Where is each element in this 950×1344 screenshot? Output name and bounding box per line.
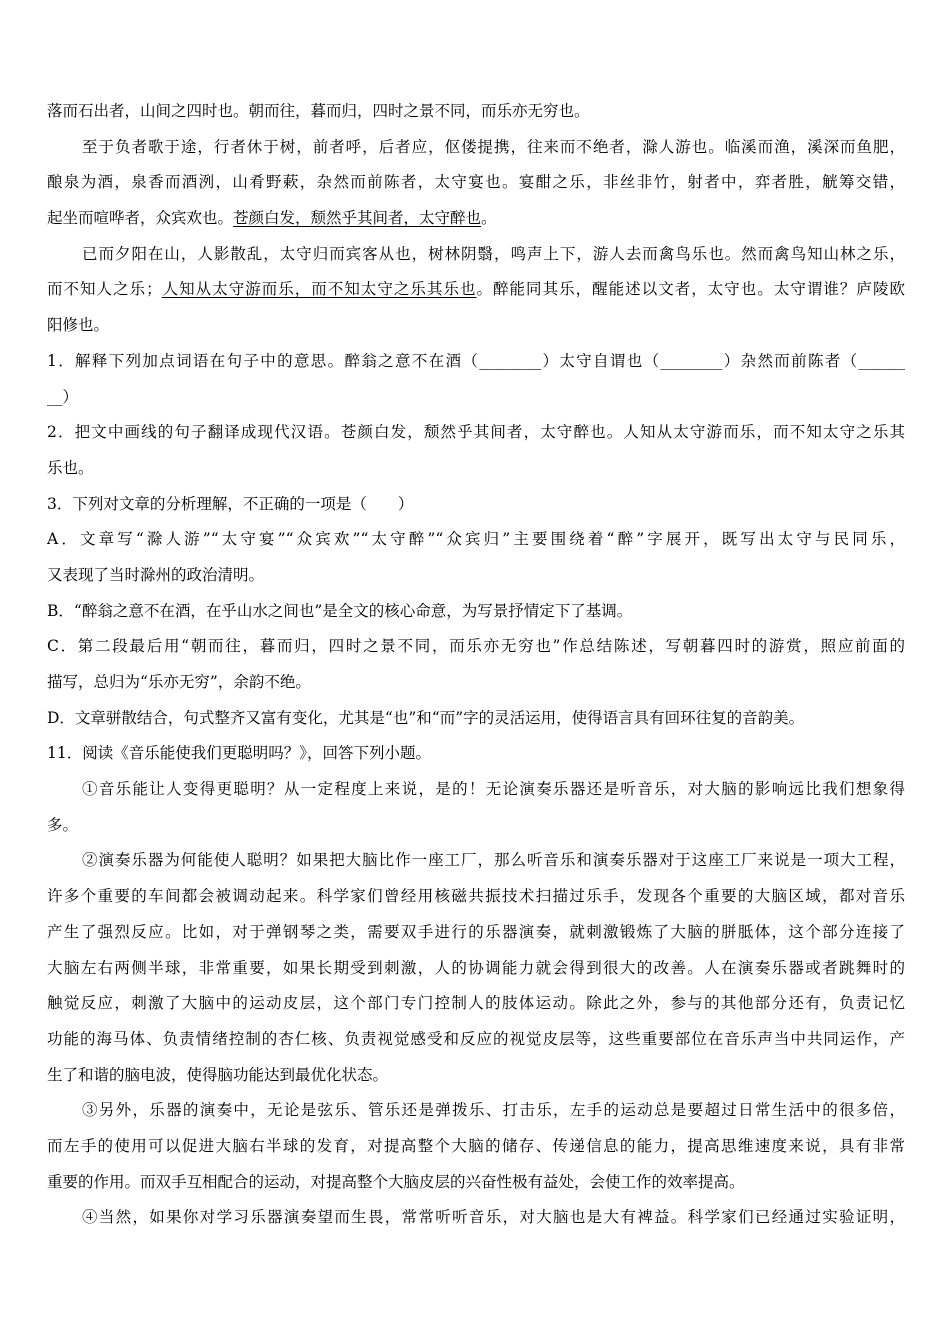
text-line	[47, 451, 905, 487]
text-line	[47, 665, 905, 701]
text-segment: __）	[47, 387, 79, 406]
text-segment: 3．下列对文章的分析理解，不正确的一项是（ ）	[47, 494, 414, 513]
text-line	[47, 951, 905, 987]
text-line	[47, 843, 905, 879]
text-line	[47, 594, 905, 630]
text-segment: 已而夕阳在山，人影散乱，太守归而宾客从也，树林阴翳，鸣声上下，游人去而禽鸟乐也。然而禽鸟知山林之乐，	[82, 244, 905, 263]
text-segment: 1．解释下列加点词语在句子中的意思。醉翁之意不在酒（________）太守自谓也（________）杂然而前陈者（______	[47, 351, 905, 370]
text-line	[47, 772, 905, 808]
text-line	[47, 986, 905, 1022]
text-line	[47, 736, 905, 772]
text-segment: B．“醉翁之意不在酒，在乎山水之间也”是全文的核心命意，为写景抒情定下了基调。	[47, 601, 633, 620]
text-segment: 落而石出者，山间之四时也。朝而往，暮而归，四时之景不同，而乐亦无穷也。	[47, 102, 590, 120]
text-segment: ③另外，乐器的演奏中，无论是弦乐、管乐还是弹拨乐、打击乐，左手的运动总是要超过日常生活中的很多倍，	[82, 1101, 905, 1120]
text-line	[47, 629, 905, 665]
text-line	[47, 1200, 905, 1236]
text-segment: 酿泉为酒，泉香而酒洌，山肴野蔌，杂然而前陈者，太守宴也。宴酣之乐，非丝非竹，射者中，弈者胜，觥筹交错，	[47, 173, 905, 192]
text-line	[47, 308, 905, 344]
text-segment: 。醉能同其乐，醒能述以文者，太守也。太守谓谁？庐陵欧	[476, 280, 905, 299]
text-segment: 触觉反应，刺激了大脑中的运动皮层，这个部门专门控制人的肢体运动。除此之外，参与的其他部分还有，负责记忆	[47, 994, 905, 1013]
text-segment: D．文章骈散结合，句式整齐又富有变化，尤其是“也”和“而”字的灵活运用，使得语言具有回环往复的音韵美。	[47, 708, 805, 727]
text-line	[47, 915, 905, 951]
text-line	[47, 701, 905, 737]
text-segment: 2．把文中画线的句子翻译成现代汉语。苍颜白发，颓然乎其间者，太守醉也。人知从太守游而乐，而不知太守之乐其	[47, 423, 905, 442]
text-segment: 产生了强烈反应。比如，对于弹钢琴之类，需要双手进行的乐器演奏，就刺激锻炼了大脑的胼胝体，这个部分连接了	[47, 922, 905, 941]
text-segment: A．文章写“滁人游”“太守宴”“众宾欢”“太守醉”“众宾归”主要围绕着“醉”字展开，既写出太守与民同乐，	[47, 530, 905, 549]
text-line	[47, 1165, 905, 1201]
text-segment: 而不知人之乐；	[47, 280, 162, 299]
text-segment: 起坐而喧哗者，众宾欢也。	[47, 209, 234, 228]
text-line	[47, 558, 905, 594]
text-line	[47, 522, 905, 558]
text-line	[47, 94, 905, 130]
text-line	[47, 1093, 905, 1129]
text-line	[47, 380, 905, 416]
text-line	[47, 415, 905, 451]
text-segment: 11．阅读《音乐能使我们更聪明吗？》，回答下列小题。	[47, 744, 431, 763]
text-segment: 功能的海马体、负责情绪控制的杏仁核、负责视觉感受和反应的视觉皮层等，这些重要部位在音乐声当中共同运作，产	[47, 1029, 905, 1048]
document-body	[47, 94, 905, 1236]
text-line	[47, 201, 905, 237]
text-segment: ②演奏乐器为何能使人聪明？如果把大脑比作一座工厂，那么听音乐和演奏乐器对于这座工厂来说是一项大工程，	[82, 851, 905, 870]
text-line	[47, 165, 905, 201]
text-segment: 重要的作用。而双手互相配合的运动，对提高整个大脑皮层的兴奋性极有益处，会使工作的效率提高。	[47, 1172, 745, 1191]
text-line	[47, 130, 905, 166]
text-line	[47, 487, 905, 523]
text-segment: 至于负者歌于途，行者休于树，前者呼，后者应，伛偻提携，往来而不绝者，滁人游也。临溪而渔，溪深而鱼肥，	[82, 137, 905, 156]
text-segment: 大脑左右两侧半球，非常重要，如果长期受到刺激，人的协调能力就会得到很大的改善。人在演奏乐器或者跳舞时的	[47, 958, 905, 977]
text-segment: 乐也。	[47, 458, 94, 477]
text-segment: C．第二段最后用“朝而往，暮而归，四时之景不同，而乐亦无穷也”作总结陈述，写朝暮四时的游赏，照应前面的	[47, 637, 905, 656]
text-segment: ④当然，如果你对学习乐器演奏望而生畏，常常听听音乐，对大脑也是大有裨益。科学家们已经通过实验证明，	[82, 1208, 905, 1227]
text-segment: 许多个重要的车间都会被调动起来。科学家们曾经用核磁共振技术扫描过乐手，发现各个重要的大脑区域，都对音乐	[47, 887, 905, 906]
text-segment: 生了和谐的脑电波，使得脑功能达到最优化状态。	[47, 1065, 389, 1084]
text-segment: 而左手的使用可以促进大脑右半球的发育，对提高整个大脑的储存、传递信息的能力，提高思维速度来说，具有非常	[47, 1136, 905, 1155]
text-line	[47, 344, 905, 380]
text-line	[47, 808, 905, 844]
text-line	[47, 272, 905, 308]
text-line	[47, 879, 905, 915]
text-segment: 多。	[47, 815, 79, 834]
text-line	[47, 1022, 905, 1058]
underlined-sentence: 人知从太守游而乐，而不知太守之乐其乐也	[161, 280, 477, 299]
text-segment: 。	[481, 209, 497, 228]
underlined-sentence: 苍颜白发，颓然乎其间者，太守醉也	[233, 209, 482, 228]
text-segment: ①音乐能让人变得更聪明？从一定程度上来说，是的！无论演奏乐器还是听音乐，对大脑的影响远比我们想象得	[82, 780, 905, 799]
text-line	[47, 1129, 905, 1165]
text-line	[47, 237, 905, 273]
text-line	[47, 1058, 905, 1094]
text-segment: 阳修也。	[47, 316, 110, 335]
text-segment: 描写，总归为“乐亦无穷”，余韵不绝。	[47, 673, 311, 691]
text-segment: 又表现了当时滁州的政治清明。	[47, 565, 265, 584]
